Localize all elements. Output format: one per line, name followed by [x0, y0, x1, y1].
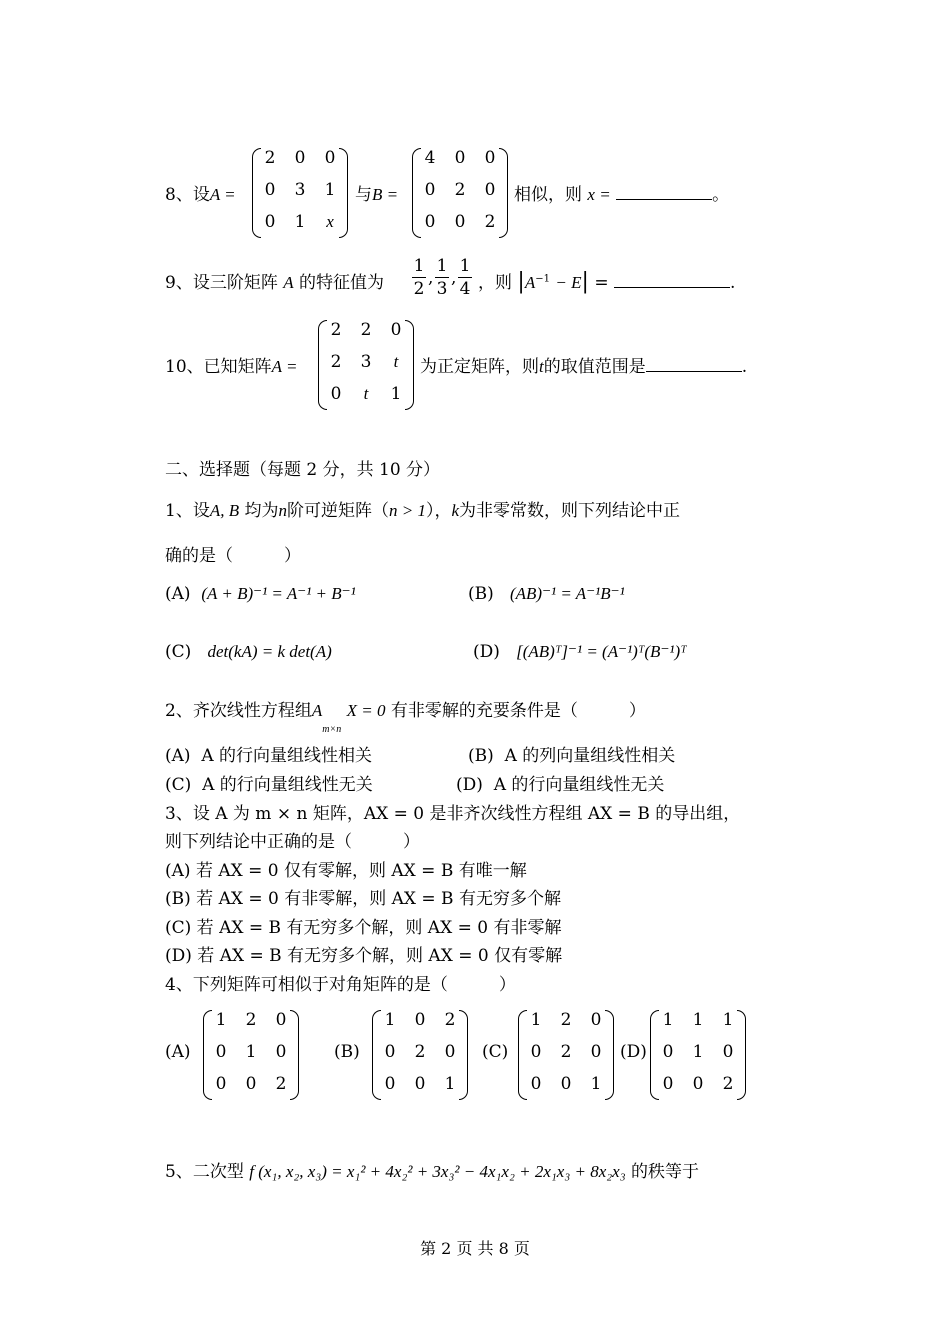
q8-a-eq: A =: [209, 185, 236, 204]
c4-label-c[interactable]: (C): [482, 1042, 509, 1062]
c4-matrix-a[interactable]: 1 2 0 0 1 0 0 0 2: [203, 1010, 299, 1100]
q8-mid: 与B =: [355, 185, 399, 205]
q9-frac-1: 1 2: [413, 256, 425, 299]
c4-matrix-b[interactable]: 1 0 2 0 2 0 0 0 1: [372, 1010, 468, 1100]
q9-frac-2: 1 3: [436, 256, 448, 299]
c2-option-c[interactable]: (C) A 的行向量组线性无关: [165, 775, 373, 795]
c1-option-c[interactable]: (C) det(kA) = k det(A): [165, 642, 332, 662]
c3-line2: 则下列结论中正确的是（ ）: [165, 832, 420, 852]
c4-label-b[interactable]: (B): [334, 1042, 360, 1062]
c3-option-b[interactable]: (B) 若 AX = 0 有非零解，则 AX = B 有无穷多个解: [165, 889, 561, 909]
q8-line: [165, 180, 236, 205]
q10-answer-blank[interactable]: [646, 353, 742, 372]
c3-line1: 3、设 A 为 m × n 矩阵，AX = 0 是非齐次线性方程组 AX = B 的导出组，: [165, 804, 741, 824]
q10-tail: 为正定矩阵，则t的取值范围是 .: [420, 352, 747, 377]
c3-option-a[interactable]: (A) 若 AX = 0 仅有零解，则 AX = B 有唯一解: [165, 861, 527, 881]
c4-label-d[interactable]: (D): [620, 1042, 647, 1062]
c2-option-b[interactable]: (B) A 的列向量组线性相关: [468, 746, 676, 766]
q9-tail: ，则 $|A^{-1} - E|$ = .: [478, 269, 736, 294]
q10-matrix-a: 2 2 0 2 3 t 0 t 1: [318, 320, 414, 410]
c2-option-a[interactable]: (A) A 的行向量组线性相关: [165, 746, 373, 766]
q9-frac-3: 1 4: [459, 256, 471, 299]
q8-matrix-a: 2 0 0 0 3 1 0 1 x: [252, 148, 348, 238]
c4-matrix-d[interactable]: 1 1 1 0 1 0 0 0 2: [650, 1010, 746, 1100]
q8-answer-blank[interactable]: [616, 181, 712, 200]
section-title: 二、选择题（每题 2 分，共 10 分）: [165, 460, 441, 480]
c1-option-b[interactable]: (B) (AB)⁻¹ = A⁻¹B⁻¹: [468, 584, 625, 604]
c4-line1: 4、下列矩阵可相似于对角矩阵的是（ ）: [165, 975, 516, 995]
q8-number: 8、设: [165, 185, 210, 205]
c3-option-c[interactable]: (C) 若 AX = B 有无穷多个解，则 AX = 0 有非零解: [165, 918, 562, 938]
c5-line1: 5、二次型 f (x₁, x₂, x₃) = x₁² + 4x₂² + 3x₃² − 4x₁x₂ + 2x₁x₃ + 8x₂x₃ 的秩等于: [165, 1162, 700, 1182]
c3-option-d[interactable]: (D) 若 AX = B 有无穷多个解，则 AX = 0 仅有零解: [165, 946, 563, 966]
c2-line1: 2、齐次线性方程组$A_{m\times n}$ X = 0 有非零解的充要条件是（ ）: [165, 701, 646, 736]
q10-line: 10、已知矩阵A =: [165, 357, 298, 377]
c1-line1: 1、设A, B 均为n阶可逆矩阵（n > 1），k为非零常数，则下列结论中正: [165, 501, 681, 521]
q9-line: 9、设三阶矩阵 A 的特征值为: [165, 273, 385, 293]
c4-label-a[interactable]: (A): [165, 1042, 191, 1062]
c1-option-d[interactable]: (D) [(AB)ᵀ]⁻¹ = (A⁻¹)ᵀ(B⁻¹)ᵀ: [473, 642, 687, 662]
q8-matrix-b: 4 0 0 0 2 0 0 0 2: [412, 148, 508, 238]
q8-tail: 相似，则 x = 。: [514, 180, 729, 205]
c1-line2: 确的是（ ）: [165, 546, 301, 566]
c2-option-d[interactable]: (D) A 的行向量组线性无关: [456, 775, 665, 795]
q9-answer-blank[interactable]: [614, 269, 730, 288]
page-footer: 第 2 页 共 8 页: [420, 1239, 530, 1258]
c4-matrix-c[interactable]: 1 2 0 0 2 0 0 0 1: [518, 1010, 614, 1100]
c1-option-a[interactable]: (A) (A + B)⁻¹ = A⁻¹ + B⁻¹: [165, 584, 356, 604]
